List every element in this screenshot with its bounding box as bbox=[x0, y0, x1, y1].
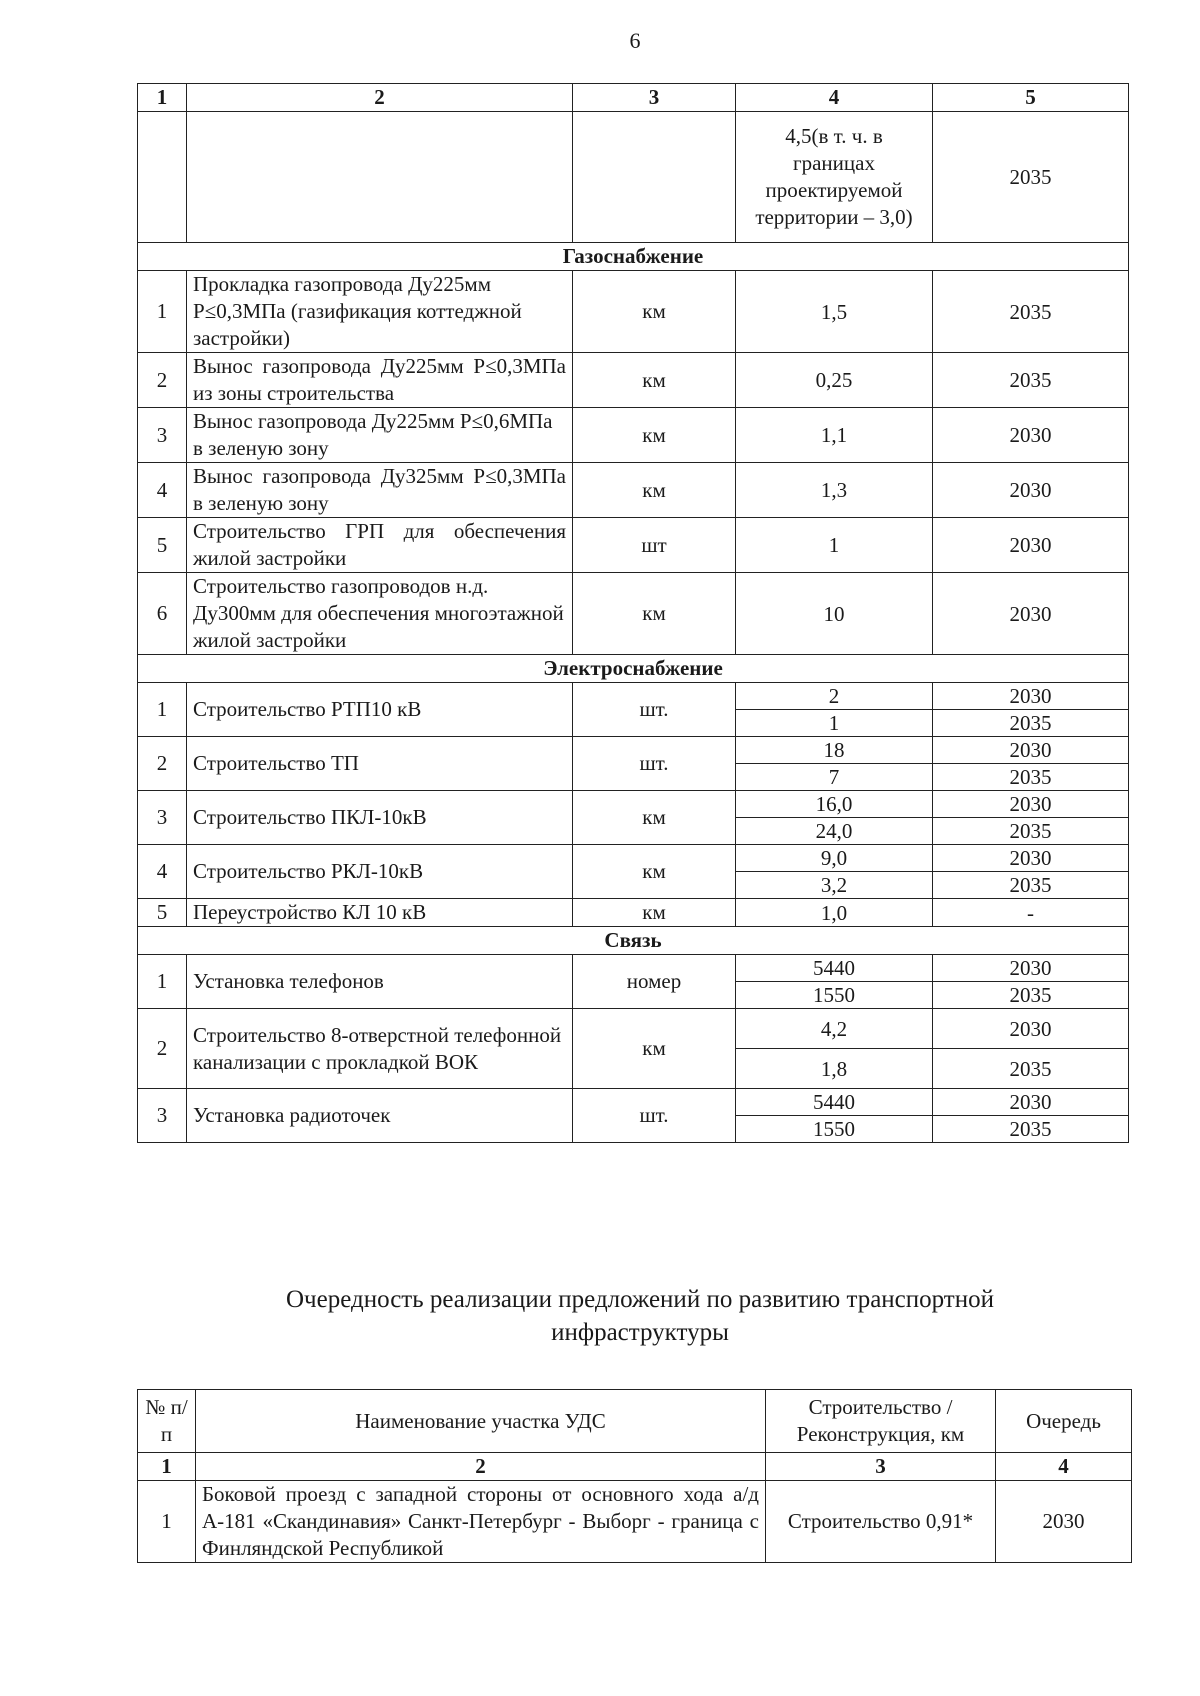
table-row bbox=[138, 271, 1129, 353]
road-section-name-cell: Боковой проезд с западной стороны от основного хода а/д А-181 «Скандинавия» Санкт-Петербург - Выборг - граница с Финляндской Республикой bbox=[196, 1481, 766, 1563]
unit-cell: км bbox=[573, 899, 736, 927]
item-name-cell: Строительство ГРП для обеспечения жилой застройки bbox=[187, 518, 573, 573]
column-header: Наименование участка УДС bbox=[196, 1390, 766, 1453]
row-number-cell: 4 bbox=[138, 463, 187, 518]
quantity-cell: 1,3 bbox=[736, 463, 933, 518]
quantity-cell: 0,25 bbox=[736, 353, 933, 408]
item-name-cell: Вынос газопровода Ду325мм Р≤0,3МПа в зеленую зону bbox=[187, 463, 573, 518]
year-cell: 2030 bbox=[933, 463, 1129, 518]
unit-cell: км bbox=[573, 271, 736, 353]
quantity-cell: 4,5(в т. ч. в границах проектируемой территории – 3,0) bbox=[736, 112, 933, 243]
page-number: 6 bbox=[629, 28, 641, 53]
table-header-row bbox=[138, 1390, 1132, 1453]
table-row bbox=[138, 1089, 1129, 1116]
item-name-cell: Прокладка газопровода Ду225мм Р≤0,3МПа (газификация коттеджной застройки) bbox=[187, 271, 573, 353]
empty-cell bbox=[573, 112, 736, 243]
quantity-cell: 7 bbox=[736, 764, 933, 791]
item-name-cell: Установка телефонов bbox=[187, 955, 573, 1009]
quantity-cell: 3,2 bbox=[736, 872, 933, 899]
unit-cell: км bbox=[573, 408, 736, 463]
quantity-cell: 5440 bbox=[736, 1089, 933, 1116]
unit-cell: шт. bbox=[573, 1089, 736, 1143]
quantity-cell: 1,8 bbox=[736, 1049, 933, 1089]
unit-cell: км bbox=[573, 573, 736, 655]
section-title: Связь bbox=[138, 927, 1129, 955]
section-subtitle: Очередность реализации предложений по развитию транспортной инфраструктуры bbox=[285, 1286, 994, 1346]
table-row bbox=[138, 791, 1129, 818]
item-name-cell: Строительство 8-отверстной телефонной канализации с прокладкой ВОК bbox=[187, 1009, 573, 1089]
section-row bbox=[138, 243, 1129, 271]
table-row bbox=[138, 112, 1129, 243]
item-name-cell: Переустройство КЛ 10 кВ bbox=[187, 899, 573, 927]
order-cell: 2030 bbox=[996, 1481, 1132, 1563]
table-row bbox=[138, 737, 1129, 764]
table-row bbox=[138, 899, 1129, 927]
year-cell: 2035 bbox=[933, 982, 1129, 1009]
column-number-2: 2 bbox=[187, 84, 573, 112]
table-row bbox=[138, 683, 1129, 710]
item-name-cell: Установка радиоточек bbox=[187, 1089, 573, 1143]
quantity-cell: 9,0 bbox=[736, 845, 933, 872]
section-title: Электроснабжение bbox=[138, 655, 1129, 683]
table-row bbox=[138, 573, 1129, 655]
row-number-cell: 2 bbox=[138, 737, 187, 791]
section-row bbox=[138, 655, 1129, 683]
row-number-cell: 5 bbox=[138, 518, 187, 573]
row-number-cell: 2 bbox=[138, 353, 187, 408]
column-number-1: 1 bbox=[138, 84, 187, 112]
column-number-3: 3 bbox=[766, 1453, 996, 1481]
table-row bbox=[138, 463, 1129, 518]
year-cell: 2030 bbox=[933, 737, 1129, 764]
year-cell: - bbox=[933, 899, 1129, 927]
year-cell: 2035 bbox=[933, 112, 1129, 243]
year-cell: 2035 bbox=[933, 872, 1129, 899]
column-header: Очередь bbox=[996, 1390, 1132, 1453]
section-title: Газоснабжение bbox=[138, 243, 1129, 271]
section-row bbox=[138, 927, 1129, 955]
quantity-cell: 1550 bbox=[736, 982, 933, 1009]
year-cell: 2030 bbox=[933, 408, 1129, 463]
year-cell: 2030 bbox=[933, 1009, 1129, 1049]
unit-cell: км bbox=[573, 791, 736, 845]
table-row bbox=[138, 518, 1129, 573]
unit-cell: км bbox=[573, 463, 736, 518]
quantity-cell: 18 bbox=[736, 737, 933, 764]
quantity-cell: 1,1 bbox=[736, 408, 933, 463]
row-number-cell: 5 bbox=[138, 899, 187, 927]
engineering-works-table bbox=[137, 83, 1129, 1143]
quantity-cell: 1,5 bbox=[736, 271, 933, 353]
year-cell: 2035 bbox=[933, 271, 1129, 353]
year-cell: 2035 bbox=[933, 764, 1129, 791]
row-number-cell: 1 bbox=[138, 683, 187, 737]
table-row bbox=[138, 1009, 1129, 1049]
row-number-cell: 6 bbox=[138, 573, 187, 655]
column-number-4: 4 bbox=[996, 1453, 1132, 1481]
row-number-cell: 4 bbox=[138, 845, 187, 899]
table-header-number-row bbox=[138, 1453, 1132, 1481]
transport-infrastructure-table bbox=[137, 1389, 1132, 1563]
year-cell: 2030 bbox=[933, 573, 1129, 655]
unit-cell: шт. bbox=[573, 683, 736, 737]
year-cell: 2035 bbox=[933, 1049, 1129, 1089]
quantity-cell: 2 bbox=[736, 683, 933, 710]
year-cell: 2030 bbox=[933, 518, 1129, 573]
item-name-cell: Строительство РКЛ-10кВ bbox=[187, 845, 573, 899]
row-number-cell: 1 bbox=[138, 271, 187, 353]
table-row bbox=[138, 845, 1129, 872]
item-name-cell: Строительство газопроводов н.д. Ду300мм для обеспечения многоэтажной жилой застройки bbox=[187, 573, 573, 655]
unit-cell: номер bbox=[573, 955, 736, 1009]
quantity-cell: 24,0 bbox=[736, 818, 933, 845]
item-name-cell: Вынос газопровода Ду225мм Р≤0,3МПа из зоны строительства bbox=[187, 353, 573, 408]
item-name-cell: Вынос газопровода Ду225мм Р≤0,6МПа в зеленую зону bbox=[187, 408, 573, 463]
quantity-cell: 1550 bbox=[736, 1116, 933, 1143]
year-cell: 2030 bbox=[933, 791, 1129, 818]
row-number-cell: 2 bbox=[138, 1009, 187, 1089]
quantity-cell: 16,0 bbox=[736, 791, 933, 818]
quantity-cell: 5440 bbox=[736, 955, 933, 982]
year-cell: 2030 bbox=[933, 1089, 1129, 1116]
quantity-cell: 10 bbox=[736, 573, 933, 655]
item-name-cell: Строительство ТП bbox=[187, 737, 573, 791]
year-cell: 2030 bbox=[933, 683, 1129, 710]
table-row bbox=[138, 408, 1129, 463]
empty-cell bbox=[187, 112, 573, 243]
column-number-4: 4 bbox=[736, 84, 933, 112]
year-cell: 2035 bbox=[933, 818, 1129, 845]
item-name-cell: Строительство ПКЛ-10кВ bbox=[187, 791, 573, 845]
work-type-cell: Строительство 0,91* bbox=[766, 1481, 996, 1563]
unit-cell: км bbox=[573, 353, 736, 408]
quantity-cell: 1 bbox=[736, 518, 933, 573]
column-number-5: 5 bbox=[933, 84, 1129, 112]
row-number-cell: 3 bbox=[138, 791, 187, 845]
empty-cell bbox=[138, 112, 187, 243]
row-number-cell: 3 bbox=[138, 408, 187, 463]
table-header-row bbox=[138, 84, 1129, 112]
row-number-cell: 3 bbox=[138, 1089, 187, 1143]
year-cell: 2030 bbox=[933, 955, 1129, 982]
table-row bbox=[138, 1481, 1132, 1563]
year-cell: 2035 bbox=[933, 353, 1129, 408]
row-number-cell: 1 bbox=[138, 955, 187, 1009]
row-number-cell: 1 bbox=[138, 1481, 196, 1563]
year-cell: 2035 bbox=[933, 1116, 1129, 1143]
year-cell: 2030 bbox=[933, 845, 1129, 872]
quantity-cell: 1 bbox=[736, 710, 933, 737]
table-row bbox=[138, 353, 1129, 408]
unit-cell: км bbox=[573, 845, 736, 899]
unit-cell: шт bbox=[573, 518, 736, 573]
quantity-cell: 4,2 bbox=[736, 1009, 933, 1049]
table-row bbox=[138, 955, 1129, 982]
column-header: Строительство / Реконструкция, км bbox=[766, 1390, 996, 1453]
item-name-cell: Строительство РТП10 кВ bbox=[187, 683, 573, 737]
unit-cell: км bbox=[573, 1009, 736, 1089]
year-cell: 2035 bbox=[933, 710, 1129, 737]
column-number-2: 2 bbox=[196, 1453, 766, 1481]
column-number-3: 3 bbox=[573, 84, 736, 112]
quantity-cell: 1,0 bbox=[736, 899, 933, 927]
unit-cell: шт. bbox=[573, 737, 736, 791]
column-header: № п/п bbox=[138, 1390, 196, 1453]
column-number-1: 1 bbox=[138, 1453, 196, 1481]
